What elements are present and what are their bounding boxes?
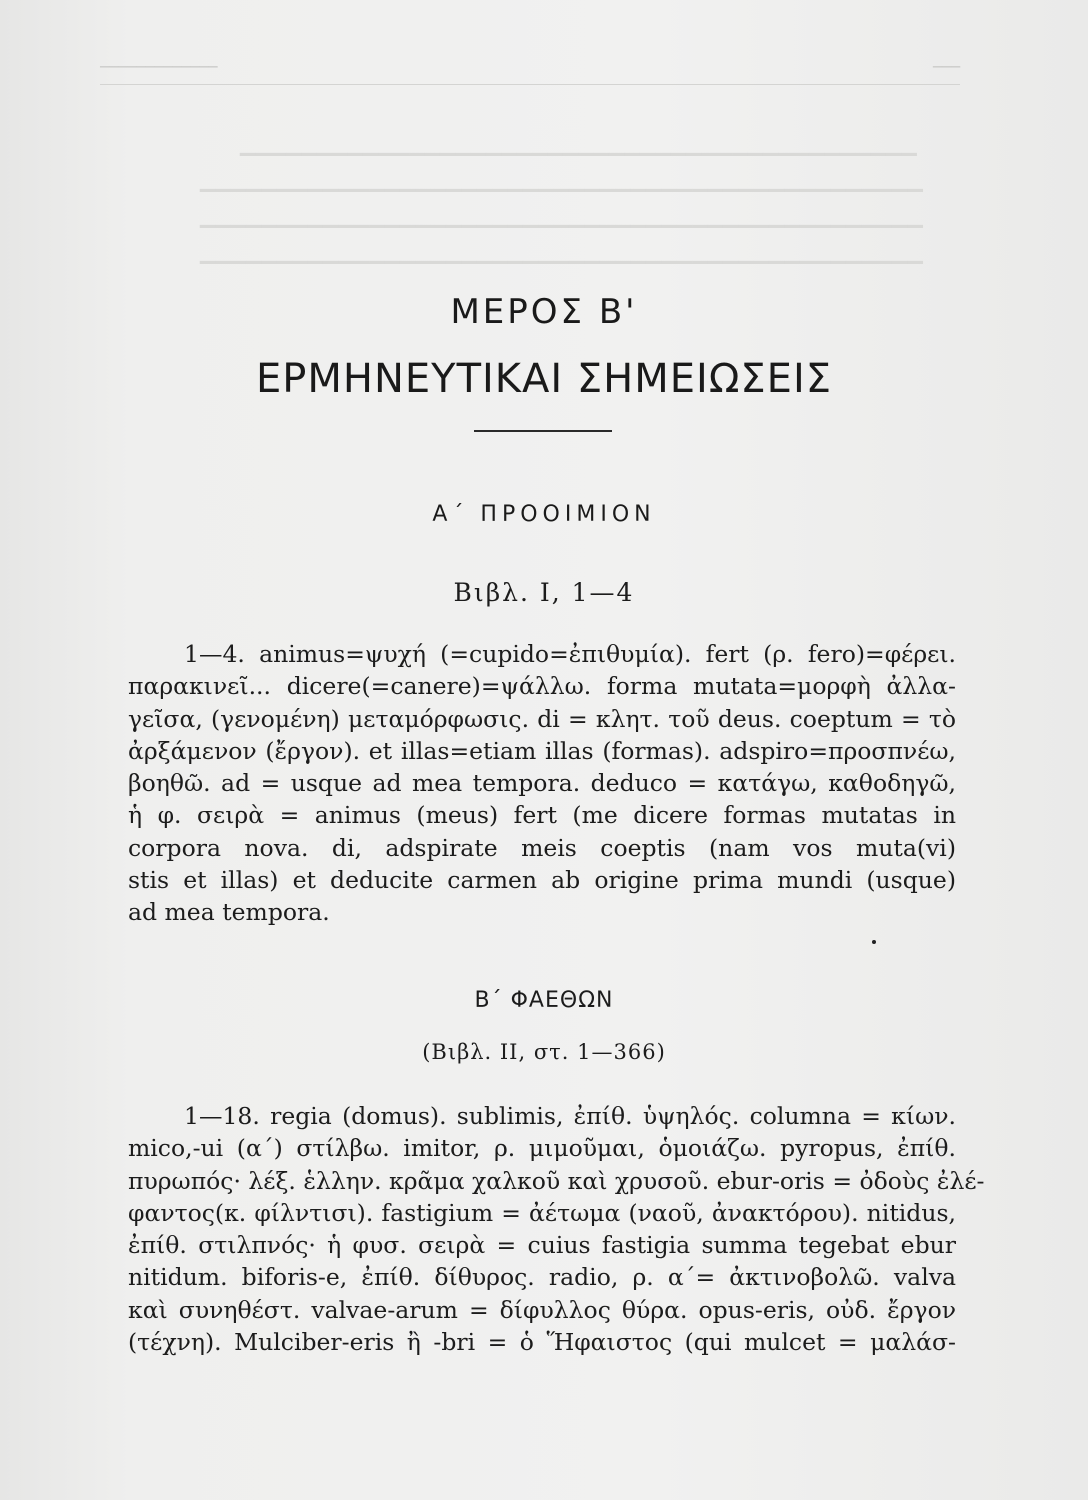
text-line: γεῖσα, (γενομένη) μεταμόρφωσις. di = κλητ. τοῦ deus. coeptum = τὸ — [128, 704, 956, 733]
bleed-through-line: ▁▁▁▁▁▁▁▁▁▁▁▁▁▁▁▁▁▁▁▁▁▁▁▁▁▁▁▁▁▁▁▁▁▁▁▁▁▁▁▁▁▁▁▁▁▁▁ — [200, 168, 923, 192]
section-heading-phaethon: Β΄ ΦΑΕΘΩΝ — [474, 988, 614, 1013]
bleed-through-line: ▁▁▁▁▁▁▁▁▁▁▁▁▁▁▁▁▁▁▁▁▁▁▁▁▁▁▁▁▁▁▁▁▁▁▁▁▁▁▁▁▁▁▁▁▁▁▁ — [200, 240, 923, 264]
text-line: παρακινεῖ... dicere(=canere)=ψάλλω. forma mutata=μορφὴ ἀλλα- — [128, 672, 956, 701]
bleed-through-line: ▁▁▁▁▁▁▁▁▁▁▁▁▁▁▁▁▁▁▁▁▁▁▁▁▁▁▁▁▁▁▁▁▁▁▁▁▁▁▁▁▁▁▁▁▁▁▁ — [200, 204, 923, 228]
text-line: stis et illas) et deducite carmen ab origine prima mundi (usque) — [128, 866, 956, 895]
text-line: 1—4. animus=ψυχή (=cupido=ἐπιθυμία). fert (ρ. fero)=φέρει. — [184, 640, 956, 668]
text-line: ἀρξάμενον (ἔργον). et illas=etiam illas (formas). adspiro=προσπνέω, — [128, 736, 956, 765]
text-line: (τέχνη). Mulciber-eris ἢ -bri = ὁ Ἥφαιστος (qui mulcet = μαλάσ- — [128, 1328, 956, 1357]
text-line: καὶ συνηθέστ. valvae-arum = δίφυλλος θύρα. opus-eris, οὐδ. ἔργον — [128, 1295, 956, 1324]
text-line: mico,-ui (α΄) στίλβω. imitor, ρ. μιμοῦμαι, ὁμοιάζω. pyropus, ἐπίθ. — [128, 1134, 956, 1163]
commentary-paragraph-prooimion — [128, 638, 956, 929]
text-line: corpora nova. di, adspirate meis coeptis (nam vos muta(vi) — [128, 833, 956, 862]
text-line: nitidum. biforis-e, ἐπίθ. δίθυρος. radio, ρ. α΄= ἀκτινοβολῶ. valva — [128, 1263, 956, 1292]
section-reference-phaethon: (Βιβλ. ΙΙ, στ. 1—366) — [422, 1040, 666, 1064]
text-line: φαντος(κ. φίλντισι). fastigium = ἀέτωμα (ναοῦ, ἀνακτόρου). nitidus, — [128, 1198, 956, 1227]
running-head-bleed: ───────────── ─── — [100, 58, 960, 76]
text-line: βοηθῶ. ad = usque ad mea tempora. deduco = κατάγω, καθοδηγῶ, — [128, 769, 956, 798]
section-reference-prooimion: Βιβλ. Ι, 1—4 — [453, 578, 635, 607]
text-line: ἡ φ. σειρὰ = animus (meus) fert (me dicere formas mutatas in — [128, 801, 956, 830]
part-subtitle: ΕΡΜΗΝΕΥΤΙΚΑΙ ΣΗΜΕΙΩΣΕΙΣ — [255, 356, 833, 402]
section-heading-prooimion: Α΄ ΠΡΟΟΙΜΙΟΝ — [432, 502, 656, 527]
part-title: ΜΕΡΟΣ Β' — [450, 292, 638, 332]
text-line: 1—18. regia (domus). sublimis, ἐπίθ. ὑψηλός. columna = κίων. — [184, 1102, 956, 1130]
text-line: ad mea tempora. — [128, 898, 330, 927]
text-line: ἐπίθ. στιλπνός· ἡ φυσ. σειρὰ = cuius fastigia summa tegebat ebur — [128, 1231, 956, 1260]
header-rule — [100, 84, 960, 85]
title-divider — [474, 430, 612, 432]
printer-dot — [872, 940, 876, 944]
text-line: πυρωπός· λέξ. ἑλλην. κρᾶμα χαλκοῦ καὶ χρυσοῦ. ebur-oris = ὀδοὺς ἐλέ- — [128, 1166, 985, 1195]
bleed-through-line: ▁▁▁▁▁▁▁▁▁▁▁▁▁▁▁▁▁▁▁▁▁▁▁▁▁▁▁▁▁▁▁▁▁▁▁▁▁▁▁▁▁▁▁▁ — [240, 132, 917, 156]
commentary-paragraph-phaethon — [128, 1100, 985, 1358]
